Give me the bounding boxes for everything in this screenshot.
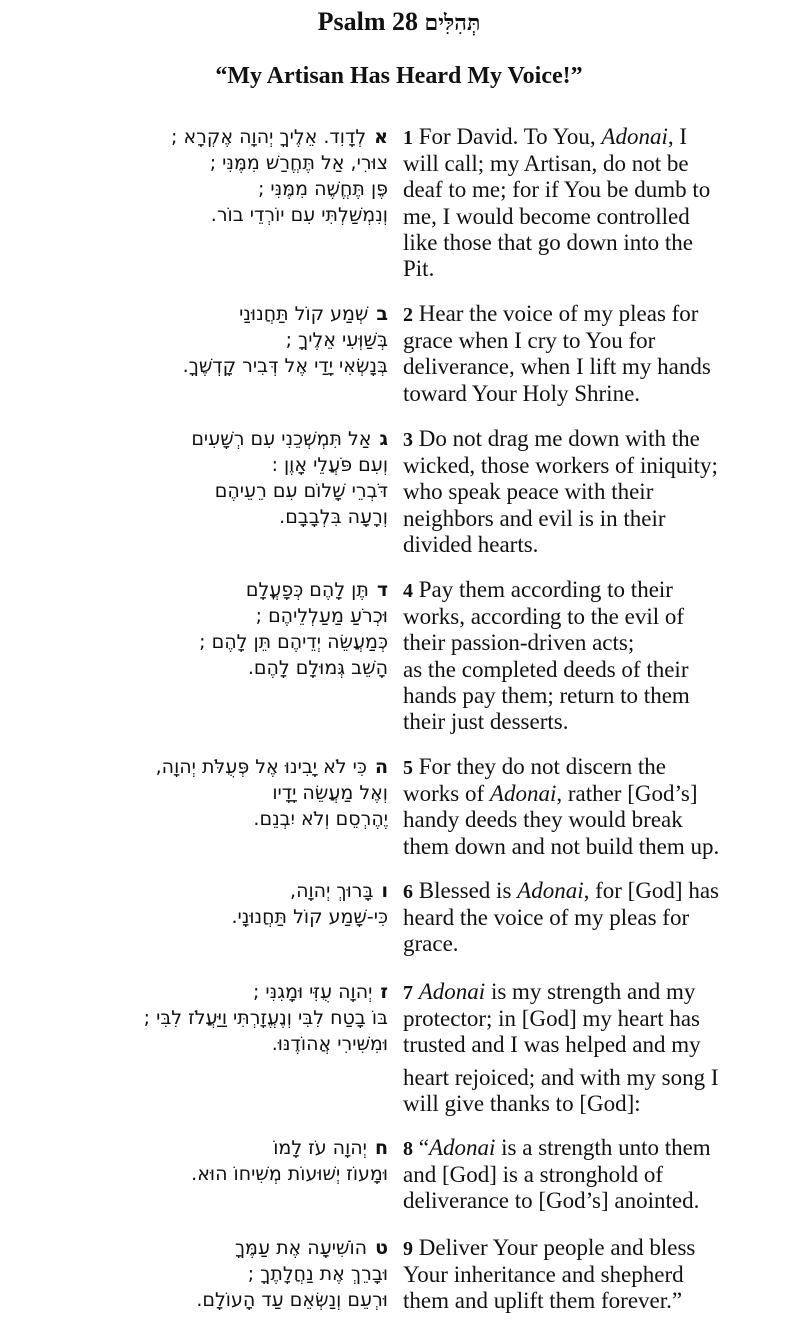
hebrew-line — [8, 124, 388, 150]
hebrew-line: בְּנָשְׂאִי יָדַי אֶל דְּבִיר קָדְשֶׁךָ. — [182, 355, 388, 377]
verse-number: 6 — [403, 881, 413, 903]
english-line: hands pay them; return to them — [403, 682, 690, 708]
hebrew-text: הוֹשִׁיעָה אֶת עַמֶּךָ — [234, 1237, 368, 1259]
verse-1-english — [403, 124, 775, 282]
verse-9-english — [403, 1235, 775, 1315]
hebrew-line: וּכְרֹעַ מַעַלְלֵיהֶם ; — [255, 605, 388, 627]
verse-8-english — [403, 1135, 775, 1215]
english-text: is my strength and my — [485, 979, 696, 1004]
hebrew-line: בְּשַׁוְּעִי אֵלֶיךָ ; — [285, 329, 388, 351]
hebrew-line: הָשֵׁב גְּמוּלָם לָהֶם. — [247, 657, 388, 679]
verse-4-english — [403, 577, 775, 735]
verse-letter: ח — [374, 1137, 388, 1159]
english-text: , I — [667, 124, 688, 149]
english-line — [403, 577, 775, 604]
hebrew-line — [8, 878, 388, 904]
english-text: Blessed is — [418, 878, 518, 903]
page-title — [0, 6, 798, 39]
english-line: divided hearts. — [403, 531, 539, 557]
hebrew-line: וְרָעָה בִּלְבָבָם. — [279, 506, 388, 528]
english-line: them and uplift them forever.” — [403, 1288, 683, 1314]
hebrew-text: כִּי לֹא יָבִינוּ אֶל פְּעֻלֹּת יְהוָה, — [155, 756, 367, 778]
english-line: who speak peace with their — [403, 479, 654, 505]
hebrew-line: וּמִשִּׁירִי אֲהוֹדֶנּוּ. — [271, 1033, 388, 1055]
english-line: like those that go down into the — [403, 229, 694, 255]
verse-2-english — [403, 301, 775, 407]
verse-5-english — [403, 754, 775, 860]
verse-letter: ה — [374, 756, 388, 778]
hebrew-line — [8, 426, 388, 452]
english-line: handy deeds they would break — [403, 807, 683, 833]
hebrew-line: יֶהֶרְסֵם וְלֹא יִבְנֵם. — [253, 808, 388, 830]
english-line: their passion-driven acts; — [403, 630, 635, 656]
english-line — [403, 878, 775, 905]
hebrew-line: וּבָרֵךְ אֶת נַחֲלָתֶךָ ; — [247, 1263, 388, 1285]
hebrew-text: יְהוָה עֹז לָמוֹ — [273, 1137, 367, 1159]
verse-number: 3 — [403, 429, 413, 451]
english-text: For they do not discern the — [418, 754, 666, 779]
english-line: me, I would become controlled — [403, 203, 690, 229]
verse-number: 9 — [403, 1238, 413, 1260]
english-line: heard the voice of my pleas for — [403, 905, 690, 931]
verse-9-hebrew — [8, 1235, 388, 1313]
verse-5-hebrew — [8, 754, 388, 832]
title-english: Psalm 28 — [317, 7, 419, 36]
hebrew-line: בּוֹ בָטַח לִבִּי וְנֶעֱזָרְתִּי וַיַּעֲלֹז לִבִּי ; — [143, 1007, 388, 1029]
english-line — [403, 781, 775, 807]
hebrew-line: וְעִם פֹּעֲלֵי אָוֶן : — [271, 454, 388, 476]
hebrew-line — [8, 301, 388, 327]
english-text: , for [God] has — [583, 878, 719, 903]
verse-letter: א — [374, 126, 388, 148]
hebrew-line — [8, 979, 388, 1005]
english-line — [403, 301, 775, 328]
english-line — [403, 1235, 775, 1262]
verse-3-hebrew — [8, 426, 388, 530]
english-line: Pit. — [403, 256, 435, 282]
verse-letter: ט — [375, 1237, 388, 1259]
hebrew-line: וּמָעוֹז יְשׁוּעוֹת מְשִׁיחוֹ הוּא. — [191, 1163, 388, 1185]
english-line: their just desserts. — [403, 709, 569, 735]
divine-name: Adonai — [517, 878, 584, 903]
english-line: works, according to the evil of — [403, 604, 685, 630]
english-line: grace. — [403, 931, 459, 957]
hebrew-text: לְדָוִד. אֵלֶיךָ יְהוָה אֶקְרָא ; — [171, 126, 367, 148]
verse-number: 7 — [403, 982, 413, 1004]
page-subtitle: “My Artisan Has Heard My Voice!” — [215, 63, 583, 89]
divine-name: Adonai — [489, 781, 557, 807]
hebrew-line: וְאֶל מַעֲשֵׂה יָדָיו — [272, 782, 388, 804]
hebrew-line: כִּי-שָׁמַע קוֹל תַּחֲנוּנָי. — [231, 906, 388, 928]
verse-6-english — [403, 878, 775, 958]
english-line: Your inheritance and shepherd — [403, 1262, 684, 1288]
hebrew-line: וּרְעֵם וְנַשְּׂאֵם עַד הָעוֹלָם. — [196, 1289, 388, 1311]
hebrew-line — [8, 754, 388, 780]
english-text: Deliver Your people and bless — [418, 1235, 696, 1260]
english-text: “ — [418, 1135, 429, 1160]
verse-number: 8 — [403, 1138, 413, 1160]
verse-3-english — [403, 426, 775, 558]
english-line: trusted and I was helped and my — [403, 1032, 701, 1058]
english-line: grace when I cry to You for — [403, 328, 656, 354]
verse-1-hebrew — [8, 124, 388, 228]
hebrew-line — [8, 577, 388, 603]
verse-4-hebrew — [8, 577, 388, 681]
english-line: them down and not build them up. — [403, 833, 720, 859]
verse-8-hebrew — [8, 1135, 388, 1187]
hebrew-line — [8, 1235, 388, 1261]
english-text: For David. To You, — [418, 124, 602, 149]
english-text: works of — [403, 781, 490, 807]
divine-name: Adonai — [428, 1135, 496, 1160]
verse-letter: ד — [376, 579, 388, 601]
english-line — [403, 124, 775, 151]
verse-number: 4 — [403, 580, 413, 602]
verse-2-hebrew — [8, 301, 388, 379]
verse-number: 5 — [403, 757, 413, 779]
divine-name: Adonai — [418, 979, 486, 1004]
english-line: and [God] is a stronghold of — [403, 1162, 663, 1188]
hebrew-text: אַל תִּמְשְׁכֵנִי עִם רְשָׁעִים — [191, 428, 372, 450]
english-line: heart rejoiced; and with my song I — [403, 1064, 719, 1090]
hebrew-line: צוּרִי, אַל תֶּחֱרַשׁ מִמֶּנִּי ; — [209, 152, 388, 174]
english-line — [403, 979, 775, 1006]
hebrew-line: פֶּן תֶּחֱשֶׁה מִמֶּנִּי ; — [257, 178, 388, 200]
hebrew-line: וְנִמְשַׁלְתִּי עִם יוֹרְדֵי בוֹר. — [210, 204, 388, 226]
english-text: Do not drag me down with the — [418, 426, 700, 451]
verse-7-hebrew — [8, 979, 388, 1057]
verse-number: 1 — [403, 127, 413, 149]
hebrew-text: בָּרוּךְ יְהוָה, — [290, 880, 374, 902]
title-hebrew: תְּהִלִּים — [424, 10, 481, 36]
english-line: neighbors and evil is in their — [403, 505, 666, 531]
verse-letter: ג — [379, 428, 388, 450]
english-line: toward Your Holy Shrine. — [403, 380, 641, 406]
english-text: Hear the voice of my pleas for — [418, 301, 699, 326]
hebrew-line: כְּמַעֲשֵׂה יְדֵיהֶם תֵּן לָהֶם ; — [199, 631, 388, 653]
english-line: protector; in [God] my heart has — [403, 1006, 700, 1032]
english-line: deaf to me; for if You be dumb to — [403, 177, 711, 203]
verse-7-english — [403, 979, 775, 1117]
hebrew-line: דֹּבְרֵי שָׁלוֹם עִם רֵעֵיהֶם — [214, 480, 388, 502]
english-line: as the completed deeds of their — [403, 656, 689, 682]
english-text: , rather [God’s] — [556, 781, 698, 807]
english-text: is a strength unto them — [495, 1135, 711, 1160]
hebrew-line — [8, 1135, 388, 1161]
hebrew-text: תֶּן לָהֶם כְּפָעֳלָם — [245, 579, 369, 601]
verse-letter: ו — [381, 880, 388, 902]
hebrew-text: שְׁמַע קוֹל תַּחֲנוּנַי — [239, 303, 369, 325]
english-line: deliverance, when I lift my hands — [403, 354, 711, 380]
english-line: will give thanks to [God]: — [403, 1090, 641, 1116]
english-text: Pay them according to their — [418, 577, 673, 602]
hebrew-text: יְהוָה עֻזִּי וּמָגִנִּי ; — [252, 981, 373, 1003]
divine-name: Adonai — [601, 124, 668, 149]
english-line: deliverance to [God’s] anointed. — [403, 1188, 700, 1214]
verse-letter: ב — [376, 303, 388, 325]
english-line — [403, 754, 775, 781]
english-line — [403, 426, 775, 453]
english-line — [403, 1135, 775, 1162]
english-line: wicked, those workers of iniquity; — [403, 453, 718, 479]
verse-letter: ז — [380, 981, 388, 1003]
verse-number: 2 — [403, 304, 413, 326]
english-line: will call; my Artisan, do not be — [403, 151, 689, 177]
verse-6-hebrew — [8, 878, 388, 930]
